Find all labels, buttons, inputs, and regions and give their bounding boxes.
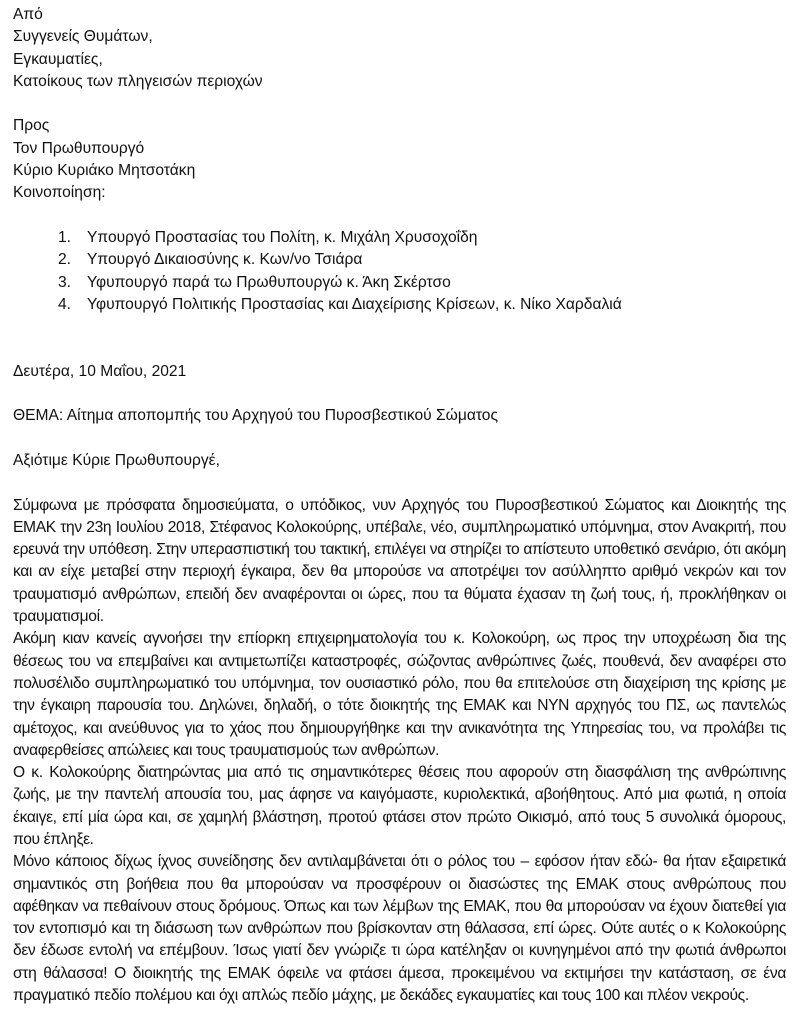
recipient-line: Κύριο Κυριάκο Μητσοτάκη	[13, 162, 196, 180]
cc-list-item	[58, 294, 786, 316]
body-paragraph: Ακόμη κιαν κανείς αγνοήσει την επίορκη επιχειρηματολογία του κ. Κολοκούρη, ως προς την υποχρέωση δια της θέσεως του να επεμβαίνει και αντιμετωπίζει καταστροφές, σώζοντας ανθρώπινες ζωές, πουθενά, δεν αναφέρει στο πολυσέλιδο συμπληρωματικό του υπόμνημα, τον ουσιαστικό ρόλο, που θα επιτελούσε στη διαχείριση της κρίσης με την έγκαιρη παρουσία του. Δηλώνει, δηλαδή, ο τότε διοικητής της ΕΜΑΚ και ΝΥΝ αρχηγός του ΠΣ, ως παντελώς αμέτοχος, και ανεύθυνος για το χάος που δημιουργήθηκε και την ανικανότητα της Υπηρεσίας του, να προλάβει τις αναφερθείσες απώλειες και τους τραυματισμούς των ανθρώπων.	[13, 630, 786, 759]
cc-item-text: Υφυπουργό Πολιτικής Προστασίας και Διαχείρισης Κρίσεων, κ. Νίκο Χαρδαλιά	[87, 295, 622, 313]
body-paragraph: Μόνο κάποιος δίχως ίχνος συνείδησης δεν αντιλαμβάνεται ότι ο ρόλος του – εφόσον ήταν εδώ- θα ήταν εξαιρετικά σημαντικός στη βοήθεια που θα μπορούσαν να προσφέρουν οι διασώστες της ΕΜΑΚ στους ανθρώπους που αφέθηκαν να πεθαίνουν στους δρόμους. Όπως και των λέμβων της ΕΜΑΚ, που θα μπορούσαν να έχουν διατεθεί για τον εντοπισμό και τη διάσωση των ανθρώπων που βρίσκονταν στη θάλασσα, επί ώρες. Ούτε αυτές ο κ Κολοκούρης δεν έδωσε εντολή να επέμβουν. Ίσως γιατί δεν γνώριζε τι ώρα κατέληξαν οι κυνηγημένοι από την φωτιά άνθρωποι στη θάλασσα! Ο διοικητής της ΕΜΑΚ όφειλε να φτάσει άμεσα, προκειμένου να εκτιμήσει την κατάσταση, σε ένα πραγματικό πεδίο πολέμου και όχι απλώς πεδίο μάχης, με δεκάδες εγκαυματίες και τους 100 και πλέον νεκρούς.	[13, 853, 786, 1005]
spacer	[13, 93, 786, 115]
spacer	[13, 205, 786, 227]
recipient-line: Τον Πρωθυπουργό	[13, 139, 145, 157]
spacer	[13, 338, 786, 360]
cc-item-number: 3.	[58, 273, 72, 291]
cc-list	[13, 227, 786, 316]
spacer	[13, 428, 786, 450]
sender-line: Συγγενείς Θυμάτων,	[13, 28, 153, 46]
sender-label: Από	[13, 6, 43, 23]
spacer	[13, 383, 786, 405]
cc-item-text: Υφυπουργό παρά τω Πρωθυπουργώ κ. Άκη Σκέρτσο	[87, 273, 451, 291]
recipient-label: Προς	[13, 117, 50, 135]
letter-subject: ΘΕΜΑ: Αίτημα αποπομπής του Αρχηγού του Πυροσβεστικού Σώματος	[13, 407, 498, 425]
body-paragraph: Ο κ. Κολοκούρης διατηρώντας μια από τις σημαντικότερες θέσεις που αφορούν στη διασφάλιση της ανθρώπινης ζωής, με την παντελή απουσία του, μας άφησε να καιγόμαστε, κυριολεκτικά, αβοήθητους. Από μια φωτιά, η οποία έκαιγε, επί μία ώρα και, σε χαμηλή βλάστηση, προτού φτάσει στον πρώτο Οικισμό, από τους 5 συνολικά όμορους, που έπληξε.	[13, 764, 786, 848]
body-paragraph: Σύμφωνα με πρόσφατα δημοσιεύματα, ο υπόδικος, νυν Αρχηγός του Πυροσβεστικού Σώματος και Διοικητής της ΕΜΑΚ την 23η Ιουλίου 2018, Στέφανος Κολοκούρης, υπέβαλε, νέο, συμπληρωματικό υπόμνημα, στον Ανακριτή, που ερευνά την υπόθεση. Στην υπερασπιστική του τακτική, επιλέγει να στηρίζει το απίστευτο υποθετικό σενάριο, ότι ακόμη και αν είχε μεταβεί στην περιοχή έγκαιρα, δεν θα μπορούσε να αποτρέψει τον ασύλληπτο αριθμό νεκρών και τον τραυματισμό ανθρώπων, επειδή δεν αναφέρονται οι ώρες, που τα θύματα έχασαν τη ζωή τους, ή, προκλήθηκαν οι τραυματισμοί.	[13, 496, 786, 626]
sender-line: Εγκαυματίες,	[13, 50, 103, 68]
sender-block	[13, 4, 786, 93]
cc-item-number: 1.	[58, 228, 72, 246]
cc-item-text: Υπουργό Προστασίας του Πολίτη, κ. Μιχάλη Χρυσοχοΐδη	[87, 228, 478, 246]
letter-body	[13, 495, 786, 1008]
salutation: Αξιότιμε Κύριε Πρωθυπουργέ,	[13, 451, 220, 469]
cc-item-text: Υπουργό Δικαιοσύνης κ. Κων/νο Τσιάρα	[87, 251, 363, 269]
spacer	[13, 472, 786, 494]
cc-list-item	[58, 272, 786, 294]
cc-item-number: 4.	[58, 295, 72, 313]
cc-list-item	[58, 249, 786, 271]
cc-item-number: 2.	[58, 251, 72, 269]
spacer	[13, 316, 786, 338]
sender-line: Κατοίκους των πληγεισών περιοχών	[13, 72, 263, 90]
cc-label: Κοινοποίηση:	[13, 184, 106, 202]
recipient-block	[13, 115, 786, 204]
letter-date: Δευτέρα, 10 Μαΐου, 2021	[13, 362, 187, 380]
cc-list-item	[58, 227, 786, 249]
